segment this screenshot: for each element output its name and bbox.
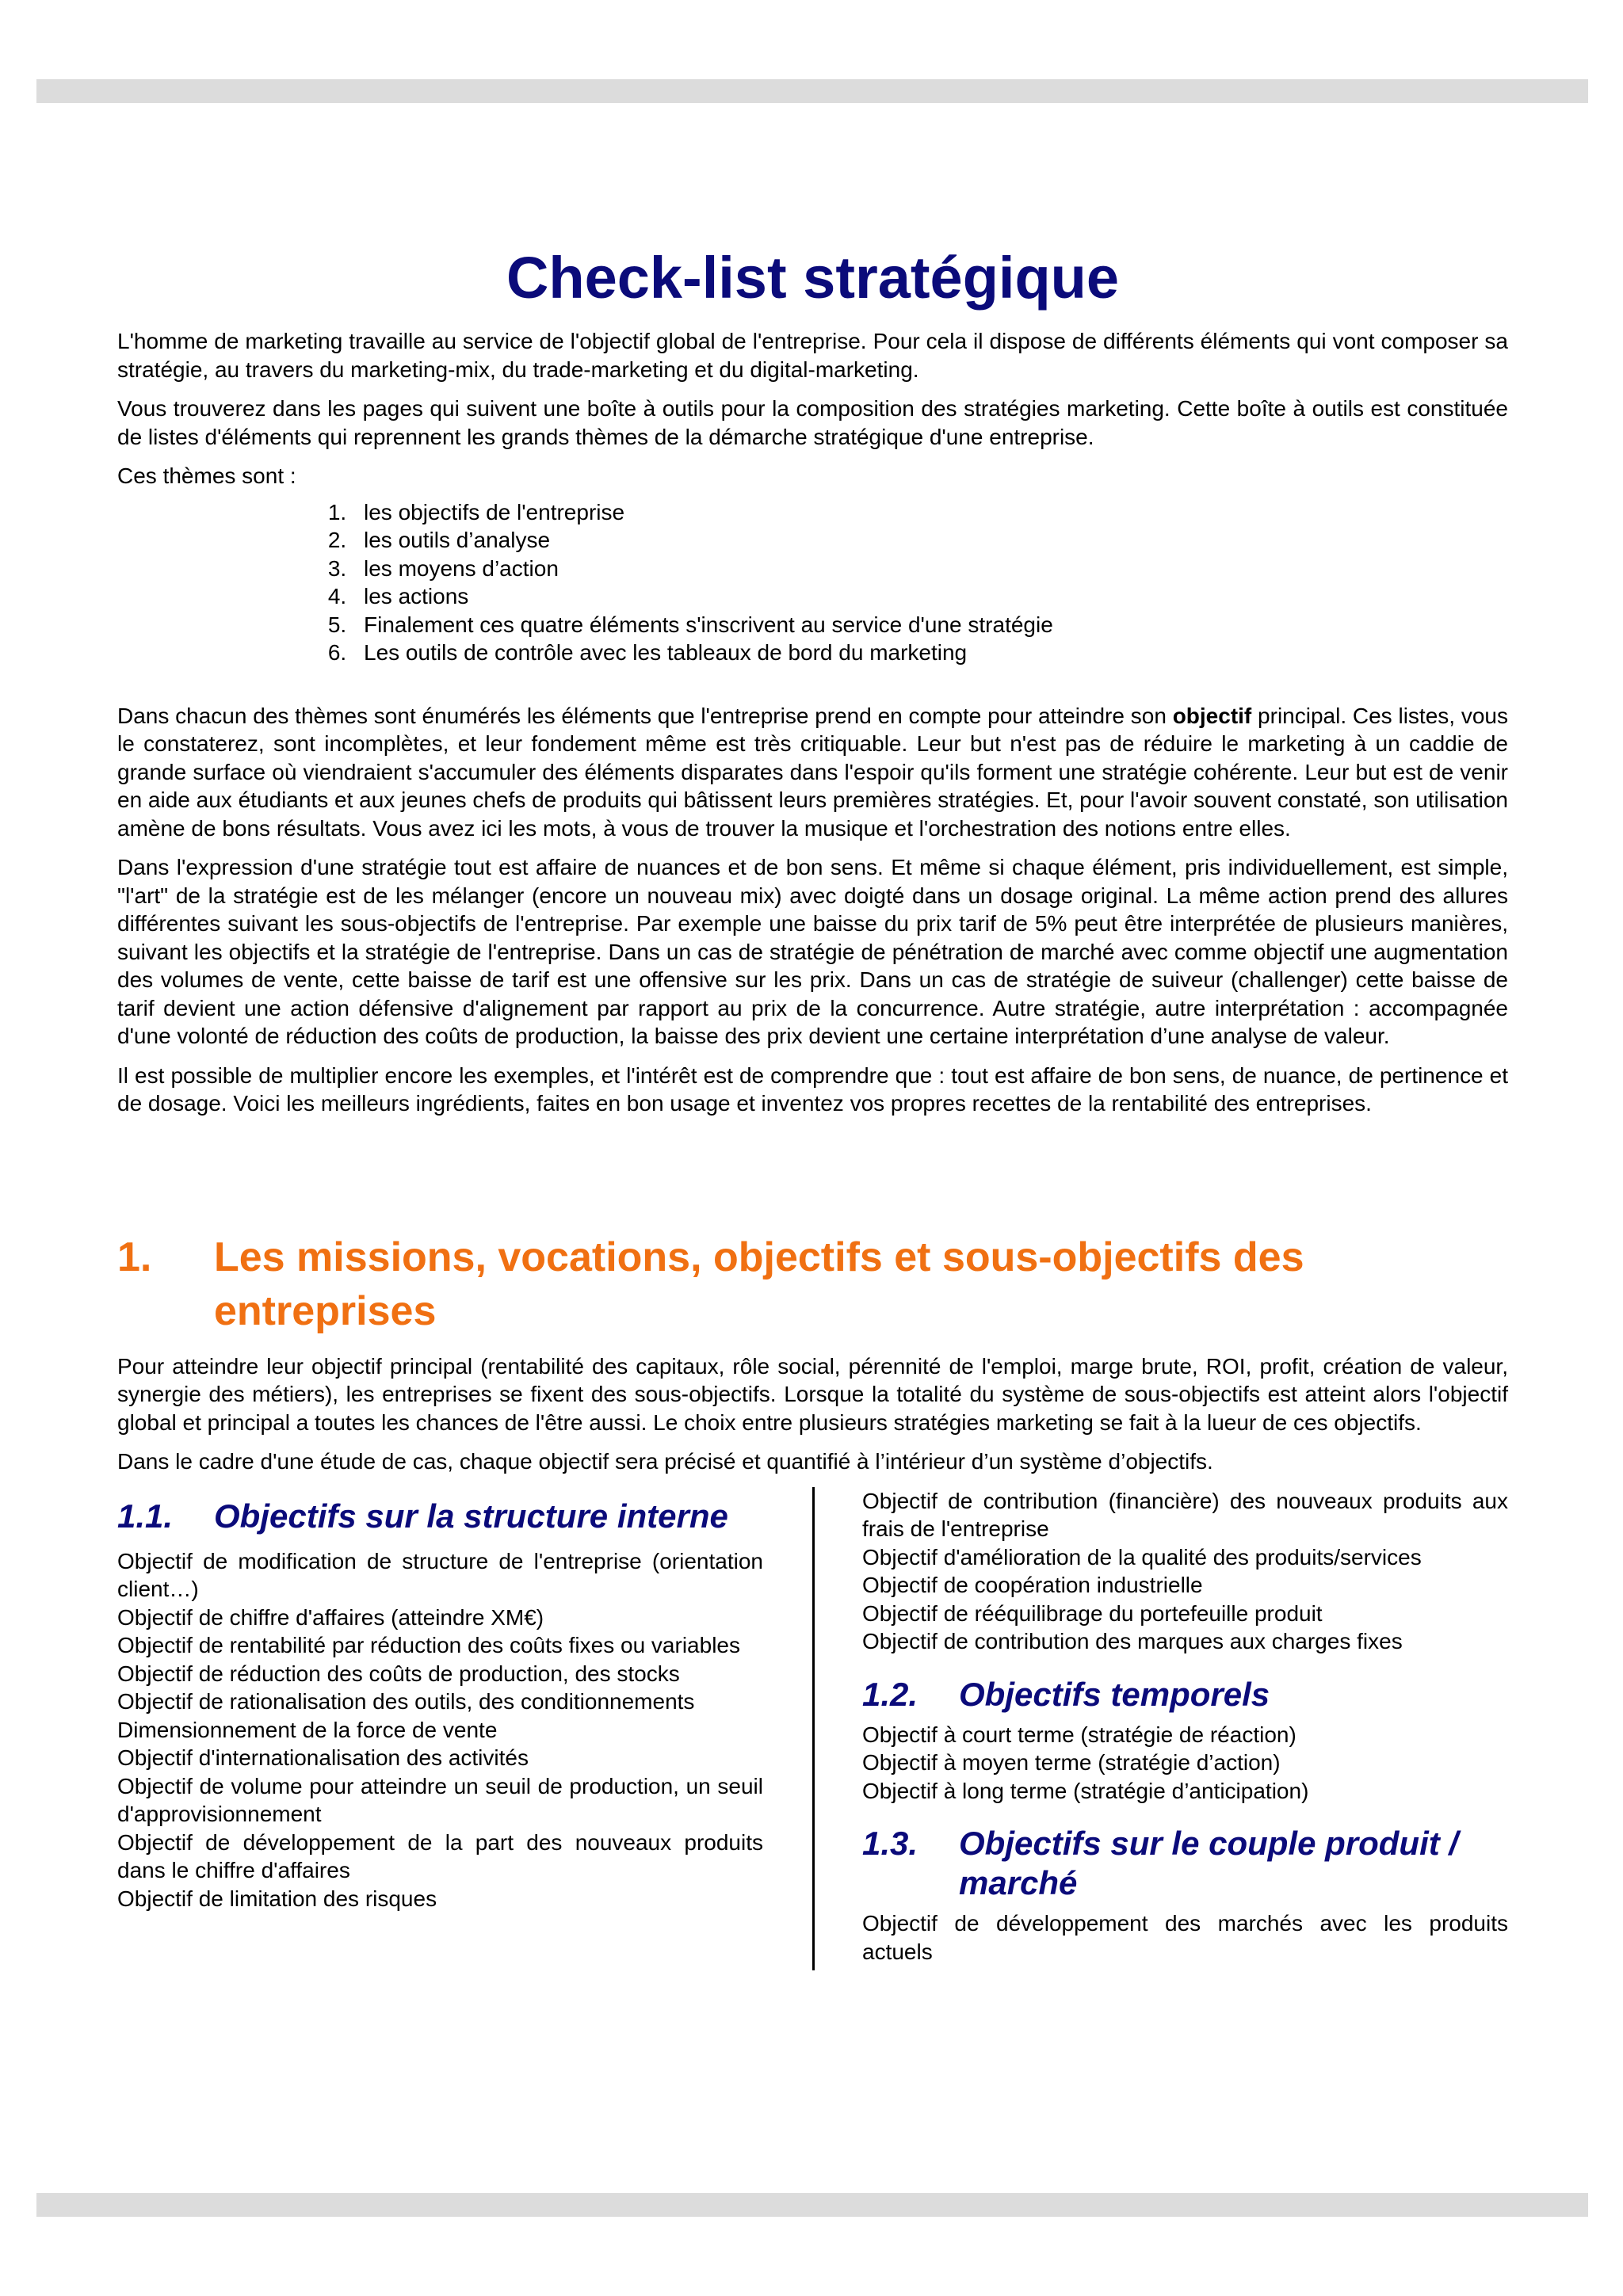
objective-item: Objectif de modification de structure de l'entreprise (orientation client…)	[117, 1548, 763, 1602]
section-1-title: Les missions, vocations, objectifs et sous-objectifs des entreprises	[214, 1234, 1304, 1334]
intro-paragraph-2: Vous trouverez dans les pages qui suivent une boîte à outils pour la composition des stratégies marketing. Cette boîte à outils est constituée de listes d'éléments qui reprennent les grands thèmes de la démarche stratégique d'une entreprise.	[117, 396, 1508, 449]
document-page	[117, 246, 1508, 1970]
objective-item: Objectif de rationalisation des outils, des conditionnements	[117, 1689, 695, 1714]
intro-paragraph-1: L'homme de marketing travaille au service de l'objectif global de l'entreprise. Pour cela il dispose de différents éléments qui vont composer sa stratégie, au travers du marketing-mix, du trade-marketing et du digital-marketing.	[117, 329, 1508, 382]
para1-before: Dans chacun des thèmes sont énumérés les éléments que l'entreprise prend en compte pour atteindre son	[117, 703, 1173, 728]
objective-item: Objectif de contribution (financière) des nouveaux produits aux frais de l'entreprise	[862, 1488, 1508, 1542]
theme-item: 5. Finalement ces quatre éléments s'inscrivent au service d'une stratégie	[353, 611, 1508, 639]
subsection-1-3-number: 1.3.	[862, 1825, 918, 1863]
subsection-1-1-heading	[117, 1497, 763, 1536]
section-1-paragraph-2: Dans le cadre d'une étude de cas, chaque objectif sera précisé et quantifié à l’intérieur d’un système d’objectifs.	[117, 1449, 1213, 1474]
theme-item: 4. les actions	[353, 582, 1508, 611]
left-column	[117, 1487, 763, 1970]
para1-bold: objectif	[1172, 703, 1252, 728]
objective-item: Objectif à court terme (stratégie de réaction)	[862, 1722, 1296, 1747]
subsection-1-1-number: 1.1.	[117, 1497, 174, 1535]
page-header-bar	[36, 79, 1588, 103]
theme-item: 2. les outils d’analyse	[353, 526, 1508, 555]
objective-item: Objectif de réduction des coûts de production, des stocks	[117, 1661, 680, 1686]
objective-item: Objectif de développement des marchés avec les produits actuels	[862, 1911, 1508, 1964]
objective-item: Objectif à moyen terme (stratégie d’action)	[862, 1750, 1281, 1775]
subsection-1-2-number: 1.2.	[862, 1675, 918, 1713]
themes-list	[117, 498, 1508, 667]
page-footer-bar	[36, 2193, 1588, 2217]
column-divider	[812, 1487, 815, 1970]
section-1-number: 1.	[117, 1234, 152, 1280]
objective-item: Objectif de développement de la part des nouveaux produits dans le chiffre d'affaires	[117, 1829, 763, 1883]
para1-after: principal. Ces listes, vous le constaterez, sont incomplètes, et leur fondement même est très critiquable. Leur but n'est pas de réduire le marketing à un caddie de grande surface où viendraient s'accumuler des éléments disparates dans l'espoir qu'ils forment une stratégie cohérente. Leur but est de venir en aide aux étudiants et aux jeunes chefs de produits qui bâtissent leurs premières stratégies. Et, pour l'avoir souvent constaté, son utilisation amène de bons résultats. Vous avez ici les mots, à vous de trouver la musique et l'orchestration des notions entre elles.	[117, 703, 1508, 841]
objective-item: Objectif à long terme (stratégie d’anticipation)	[862, 1778, 1309, 1803]
body-paragraph-1	[117, 702, 1508, 843]
body-paragraph-3: Il est possible de multiplier encore les exemples, et l'intérêt est de comprendre que : tout est affaire de bon sens, de nuance, de pertinence et de dosage. Voici les meilleurs ingrédients, faites en bon usage et inventez vos propres recettes de la rentabilité des entreprises.	[117, 1062, 1508, 1116]
theme-item: 3. les moyens d’action	[353, 555, 1508, 583]
objective-item: Objectif de rentabilité par réduction des coûts fixes ou variables	[117, 1633, 740, 1658]
section-1-paragraph-1: Pour atteindre leur objectif principal (rentabilité des capitaux, rôle social, pérennité de l'emploi, marge brute, ROI, profit, création de valeur, synergie des métiers), les entreprises se fixent des sous-objectifs. Lorsque la totalité du système de sous-objectifs est atteint alors l'objectif global et principal a toutes les chances de l'être aussi. Le choix entre plusieurs stratégies marketing se fait à la lueur de ces objectifs.	[117, 1353, 1508, 1435]
subsection-1-3-heading	[862, 1824, 1508, 1903]
theme-item: 1. les objectifs de l'entreprise	[353, 498, 1508, 527]
body-paragraph-2: Dans l'expression d'une stratégie tout est affaire de nuances et de bon sens. Et même si chaque élément, pris individuellement, est simple, "l'art" de la stratégie est de les mélanger (encore un nouveau mix) avec doigté dans un dosage original. La même action prend des allures différentes suivant les sous-objectifs de l'entreprise. Par exemple une baisse du prix tarif de 5% peut être interprétée de plusieurs manières, suivant les objectifs et la stratégie de l'entreprise. Dans un cas de stratégie de pénétration de marché avec comme objectif une augmentation des volumes de vente, cette baisse de tarif est une offensive sur les prix. Dans un cas de stratégie de suiveur (challenger) cette baisse de tarif devient une action défensive d'alignement par rapport au prix de la concurrence. Autre stratégie, autre interprétation : accompagnée d'une volonté de réduction des coûts de production, la baisse des prix devient une certaine interprétation d’une analyse de valeur.	[117, 855, 1508, 1049]
subsection-1-2-title: Objectifs temporels	[959, 1675, 1270, 1713]
objective-item: Objectif de limitation des risques	[117, 1886, 437, 1911]
right-column	[862, 1487, 1508, 1970]
objective-item: Objectif d'internationalisation des activités	[117, 1745, 529, 1771]
objective-item: Objectif de chiffre d'affaires (atteindre XM€)	[117, 1604, 544, 1630]
objective-item: Objectif de rééquilibrage du portefeuille produit	[862, 1600, 1323, 1626]
page-title: Check-list stratégique	[506, 245, 1120, 311]
subsection-1-1-title: Objectifs sur la structure interne	[214, 1497, 728, 1535]
objective-item: Objectif de coopération industrielle	[862, 1573, 1203, 1598]
objective-item: Objectif d'amélioration de la qualité des produits/services	[862, 1544, 1422, 1569]
subsection-1-2-heading	[862, 1675, 1508, 1714]
intro-paragraph-3: Ces thèmes sont :	[117, 463, 296, 489]
theme-item: 6. Les outils de contrôle avec les tableaux de bord du marketing	[353, 639, 1508, 667]
objective-item: Objectif de volume pour atteindre un seuil de production, un seuil d'approvisionnement	[117, 1773, 763, 1827]
objective-item: Dimensionnement de la force de vente	[117, 1717, 498, 1742]
subsection-1-3-title: Objectifs sur le couple produit / marché	[959, 1825, 1459, 1902]
two-column-area	[117, 1487, 1508, 1970]
section-1-heading	[117, 1230, 1508, 1338]
objective-item: Objectif de contribution des marques aux charges fixes	[862, 1629, 1403, 1654]
